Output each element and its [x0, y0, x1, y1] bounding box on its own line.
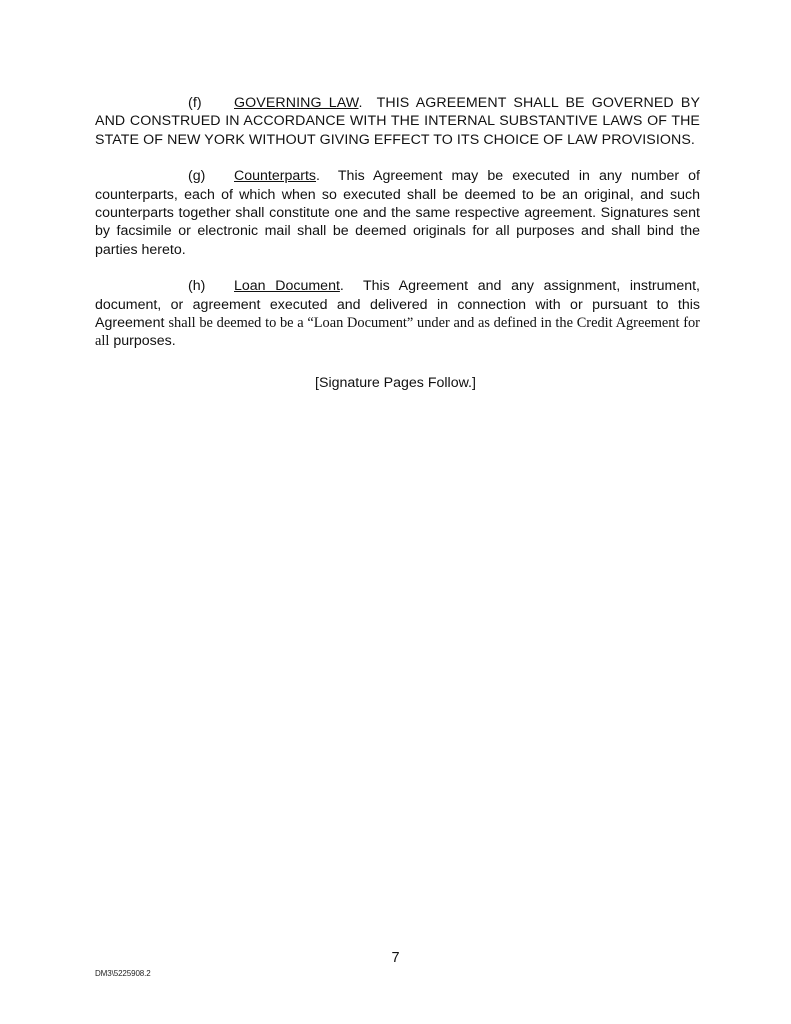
section-g-heading-period: . — [316, 168, 320, 185]
section-f-label: (f) — [188, 95, 202, 111]
section-g-body: This Agreement may be executed in any number of counterparts, each of which when so executed shall be deemed to be an original, and such counterparts together shall constitute one and the same respective agreement. Signatures sent by facsimile or electronic mail shall be deemed originals for all purposes and shall bind the parties hereto. — [95, 168, 700, 258]
document-id: DM3\5225908.2 — [95, 969, 151, 978]
section-h-body-part3: purposes. — [113, 333, 176, 350]
section-h-heading-period: . — [339, 278, 344, 295]
section-h-heading: Loan Document — [234, 278, 340, 295]
section-h — [95, 277, 700, 351]
section-f-heading-period: . — [358, 95, 363, 111]
section-h-body-part1: This Agreement and any assignment, instrument, document, or agreement executed and delivered in connection with or pursuant to this Agreement — [95, 278, 700, 332]
section-h-body-part2: shall be deemed to be a “Loan Document” under and as defined in the Credit Agreement for all — [95, 315, 700, 350]
page-number: 7 — [391, 950, 400, 966]
section-h-label: (h) — [188, 278, 206, 295]
section-f-body: THIS AGREEMENT SHALL BE GOVERNED BY AND CONSTRUED IN ACCORDANCE WITH THE INTERNAL SUBSTANTIVE LAWS OF THE STATE OF NEW YORK WITHOUT GIVING EFFECT TO ITS CHOICE OF LAW PROVISIONS. — [95, 95, 701, 148]
document-body — [95, 94, 700, 369]
section-f-heading: GOVERNING LAW — [234, 95, 359, 111]
section-f — [95, 94, 700, 149]
signature-pages-note: [Signature Pages Follow.] — [315, 375, 476, 391]
section-g-heading: Counterparts — [234, 168, 317, 185]
section-g-label: (g) — [188, 168, 206, 185]
section-g — [95, 167, 700, 259]
